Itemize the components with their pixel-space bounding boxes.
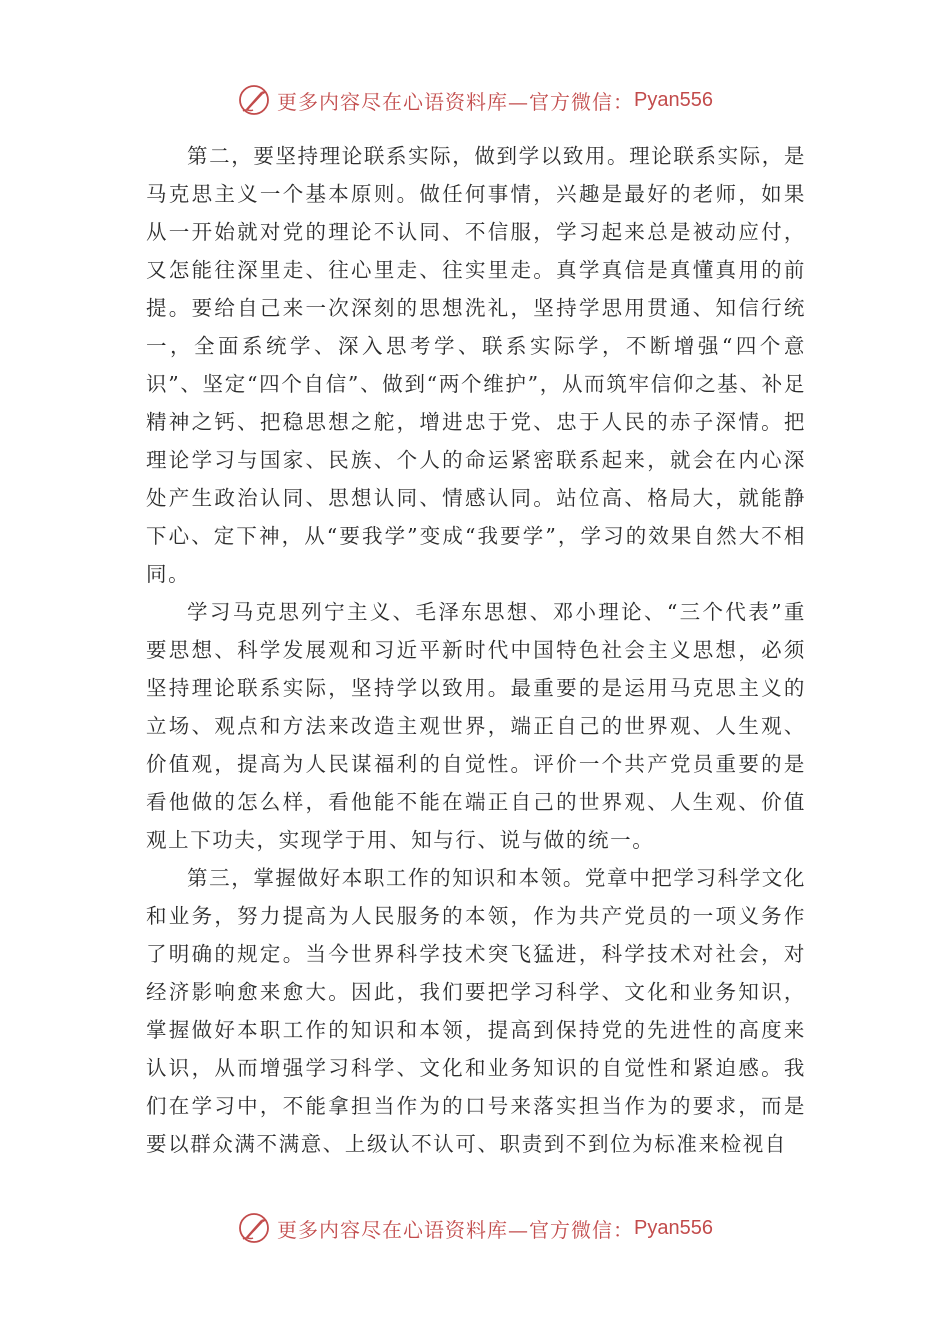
- quill-pen-logo-icon: [237, 1211, 271, 1245]
- footer-banner-text: 更多内容尽在心语资料库—官方微信：: [277, 1217, 635, 1242]
- paragraph-2: 学习马克思列宁主义、毛泽东思想、邓小理论、“三个代表”重要思想、科学发展观和习近平新时代中国特色社会主义思想，必须坚持理论联系实际，坚持学以致用。最重要的是运用马克思主义的立场、观点和方法来改造主观世界，端正自己的世界观、人生观、价值观，提高为人民谋福利的自觉性。评价一个共产党员重要的是看他做的怎么样，看他能不能在端正自己的世界观、人生观、价值观上下功夫，实现学于用、知与行、说与做的统一。: [146, 600, 806, 852]
- paragraph-1: 第二，要坚持理论联系实际，做到学以致用。理论联系实际，是马克思主义一个基本原则。做任何事情，兴趣是最好的老师，如果从一开始就对党的理论不认同、不信服，学习起来总是被动应付，又怎能往深里走、往心里走、往实里走。真学真信是真懂真用的前提。要给自己来一次深刻的思想洗礼，坚持学思用贯通、知信行统一，全面系统学、深入思考学、联系实际学，不断增强“四个意识”、坚定“四个自信”、做到“两个维护”，从而筑牢信仰之基、补足精神之钙、把稳思想之舵，增进忠于党、忠于人民的赤子深情。把理论学习与国家、民族、个人的命运紧密联系起来，就会在内心深处产生政治认同、思想认同、情感认同。站位高、格局大，就能静下心、定下神，从“要我学”变成“我要学”，学习的效果自然大不相同。: [146, 144, 806, 586]
- paragraph-3: 第三，掌握做好本职工作的知识和本领。党章中把学习科学文化和业务，努力提高为人民服务的本领，作为共产党员的一项义务作了明确的规定。当今世界科学技术突飞猛进，科学技术对社会，对经济影响愈来愈大。因此，我们要把学习科学、文化和业务知识，掌握做好本职工作的知识和本领，提高到保持党的先进性的高度来认识，从而增强学习科学、文化和业务知识的自觉性和紧迫感。我们在学习中，不能拿担当作为的口号来落实担当作为的要求，而是要以群众满不满意、上级认不认可、职责到不到位为标准来检视自: [146, 866, 806, 1156]
- header-banner-text: 更多内容尽在心语资料库—官方微信：: [277, 89, 635, 114]
- document-body: [146, 137, 806, 1163]
- header-banner-handle: Pyan556: [634, 88, 713, 111]
- footer-banner-handle: Pyan556: [634, 1216, 713, 1239]
- header-banner: [0, 80, 950, 120]
- footer-banner: [0, 1208, 950, 1248]
- quill-pen-logo-icon: [237, 83, 271, 117]
